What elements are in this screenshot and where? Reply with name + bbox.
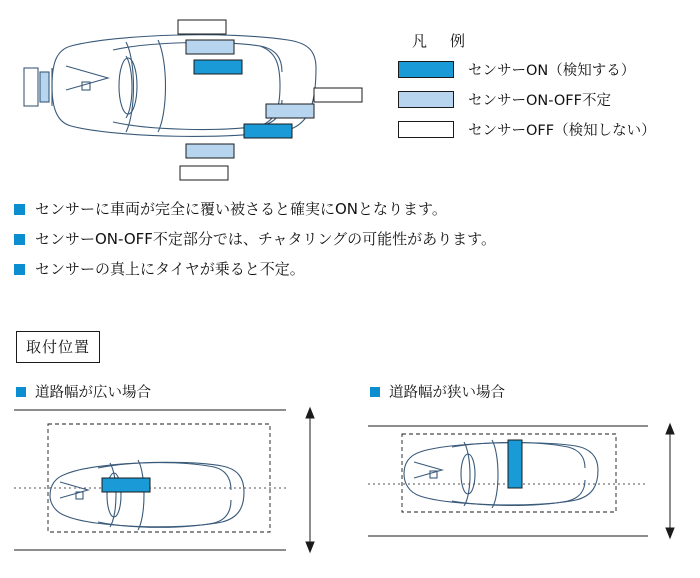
square-bullet-icon (370, 387, 380, 397)
note-text: センサーに車両が完全に覆い被さると確実にONとなります。 (35, 200, 447, 218)
wide-road-svg (14, 404, 324, 572)
sensor-bar-on-2 (244, 124, 292, 138)
car-sensor-overview-figure (8, 6, 388, 196)
sensor-bar-on-1 (194, 60, 242, 74)
legend-title: 凡 例 (412, 32, 470, 50)
mount-position-heading: 取付位置 (16, 331, 100, 363)
square-bullet-icon (14, 204, 25, 215)
legend-row-sensor-off (398, 119, 690, 140)
top-diagram-svg (8, 6, 388, 196)
sensor-bar-on (508, 440, 522, 488)
square-bullet-icon (14, 264, 25, 275)
legend-swatch-sensor-on (398, 61, 454, 78)
car-outline (404, 440, 598, 508)
car-front-parts (24, 68, 49, 106)
sensor-bar-undefined-3 (186, 144, 234, 158)
sensor-bar-undefined-2 (266, 104, 314, 118)
wide-road-subheading-label: 道路幅が広い場合 (35, 385, 151, 401)
square-bullet-icon (14, 234, 25, 245)
legend-label-sensor-off: センサーOFF（検知しない） (468, 123, 656, 139)
road-width-arrow (666, 424, 674, 538)
note-item (14, 260, 674, 279)
car-outline (52, 35, 316, 137)
narrow-road-svg (368, 404, 678, 572)
legend-row-sensor-undefined (398, 89, 690, 110)
legend (398, 30, 690, 149)
sensor-bar-undefined-1 (186, 40, 234, 54)
legend-label-sensor-undefined: センサーON-OFF不定 (468, 93, 611, 109)
legend-swatch-sensor-undefined (398, 91, 454, 108)
wide-road-subheading (16, 381, 151, 402)
lane-dashed-box (48, 424, 270, 532)
sensor-bar-off-3 (180, 166, 228, 180)
note-item (14, 230, 674, 249)
sensor-bar-group (178, 20, 362, 180)
legend-row-sensor-on (398, 59, 690, 80)
square-bullet-icon (16, 387, 26, 397)
notes-list (14, 200, 674, 289)
narrow-road-mount-figure (368, 404, 678, 572)
legend-label-sensor-on: センサーON（検知する） (468, 63, 636, 79)
note-text: センサーON-OFF不定部分では、チャタリングの可能性があります。 (35, 229, 496, 248)
narrow-road-subheading-label: 道路幅が狭い場合 (389, 385, 505, 401)
narrow-road-subheading (370, 381, 505, 402)
note-text: センサーの真上にタイヤが乗ると不定。 (35, 259, 305, 278)
road-width-arrow (306, 408, 314, 552)
sensor-bar-off-1 (178, 20, 226, 34)
car-outline (50, 460, 244, 530)
wide-road-mount-figure (14, 404, 324, 572)
sensor-bar-off-2 (314, 88, 362, 102)
note-item (14, 200, 674, 219)
sensor-bar-on (102, 478, 150, 492)
legend-swatch-sensor-off (398, 121, 454, 138)
